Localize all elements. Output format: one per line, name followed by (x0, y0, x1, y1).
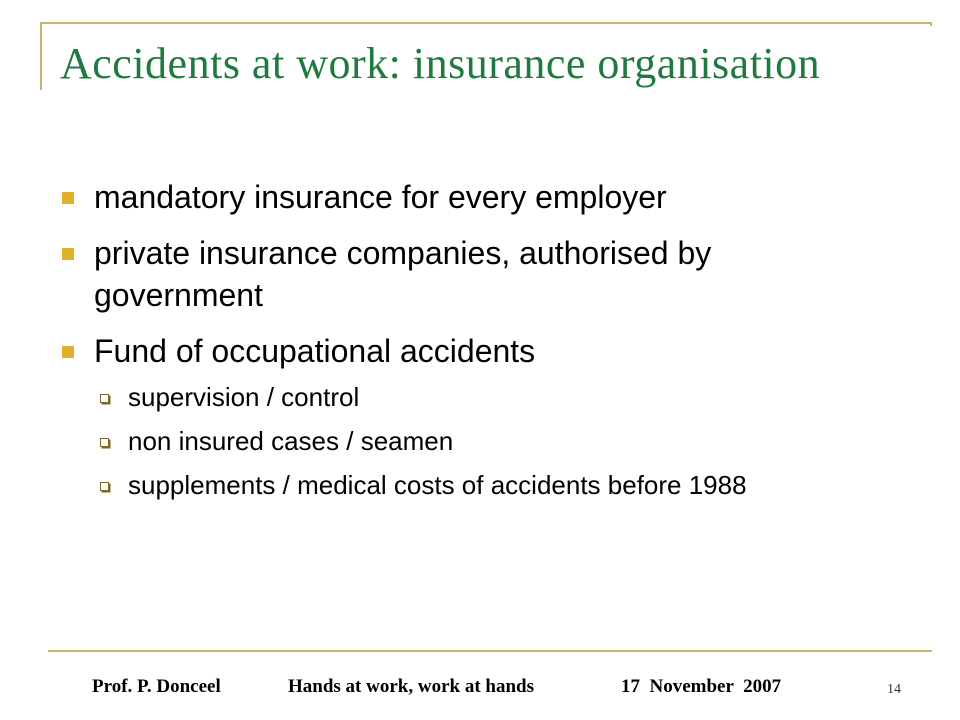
slide-title: Accidents at work: insurance organisation (60, 39, 821, 88)
sub-bullet-text: supervision / control (128, 382, 360, 412)
slide-content (60, 176, 880, 512)
bullet-text: Fund of occupational accidents (94, 333, 536, 369)
footer-presentation-title: Hands at work, work at hands (288, 676, 534, 697)
bullet-item (60, 330, 880, 372)
sub-bullet-text: non insured cases / seamen (128, 426, 454, 456)
footer-date: 17 November 2007 (621, 676, 782, 697)
sub-bullet-text: supplements / medical costs of accidents before 1988 (128, 470, 747, 500)
frame-bottom-line (48, 650, 932, 652)
square-bullet-icon (62, 192, 74, 204)
frame-left-line (40, 22, 42, 90)
bullet-item (60, 232, 880, 316)
sub-bullet-item (60, 468, 880, 502)
bullet-text: private insurance companies, authorised by government (94, 235, 712, 313)
hollow-square-bullet-icon (100, 394, 109, 403)
bullet-text: mandatory insurance for every employer (94, 179, 667, 215)
sub-bullet-item (60, 424, 880, 458)
frame-right-line (930, 22, 932, 26)
bullet-item (60, 176, 880, 218)
hollow-square-bullet-icon (100, 438, 109, 447)
square-bullet-icon (62, 346, 74, 358)
hollow-square-bullet-icon (100, 482, 109, 491)
square-bullet-icon (62, 248, 74, 260)
sub-bullet-item (60, 380, 880, 414)
slide-number: 14 (887, 682, 901, 697)
frame-top-line (40, 22, 932, 24)
footer-author: Prof. P. Donceel (92, 676, 221, 697)
